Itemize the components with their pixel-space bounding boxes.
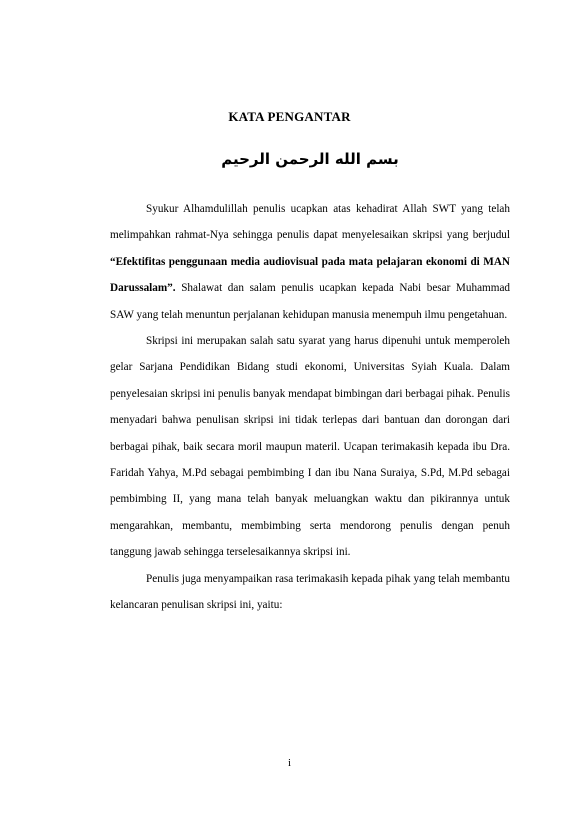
- paragraph-opening-text: Syukur Alhamdulillah penulis ucapkan atas kehadirat Allah SWT yang telah melimpahkan rahmat-Nya sehingga penulis dapat menyelesaikan skripsi yang berjudul: [110, 203, 510, 242]
- paragraph-opening: [110, 196, 510, 328]
- paragraph-acknowledgement: Skripsi ini merupakan salah satu syarat yang harus dipenuhi untuk memperoleh gelar Sarjana Pendidikan Bidang studi ekonomi, Universitas Syiah Kuala. Dalam penyelesaian skripsi ini penulis banyak mendapat bimbingan dari berbagai pihak. Penulis menyadari bahwa penulisan skripsi ini tidak terlepas dari bantuan dan dorongan dari berbagai pihak, baik secara moril maupun materil. Ucapan terimakasih kepada ibu Dra. Faridah Yahya, M.Pd sebagai pembimbing I dan ibu Nana Suraiya, S.Pd, M.Pd sebagai pembimbing II, yang mana telah banyak meluangkan waktu dan pikirannya untuk mengarahkan, membantu, membimbing serta mendorong penulis dengan penuh tanggung jawab sehingga terselesaikannya skripsi ini.: [110, 335, 510, 559]
- paragraph-closing: Penulis juga menyampaikan rasa terimakasih kepada pihak yang telah membantu kelancaran penulisan skripsi ini, yaitu:: [110, 572, 510, 612]
- page-title: KATA PENGANTAR: [228, 109, 351, 124]
- paragraph-opening-continuation: Shalawat dan salam penulis ucapkan kepada Nabi besar Muhammad SAW yang telah menuntun perjalanan kehidupan manusia menempuh ilmu pengetahuan.: [110, 282, 510, 321]
- basmalah-text: بسم الله الرحمن الرحيم: [221, 150, 399, 168]
- page-number: i: [287, 757, 292, 769]
- document-body: [110, 196, 510, 619]
- thesis-title: “Efektifitas penggunaan media audiovisual pada mata pelajaran ekonomi di MAN Darussalam”.: [110, 255, 510, 295]
- basmalah-calligraphy: [221, 140, 399, 178]
